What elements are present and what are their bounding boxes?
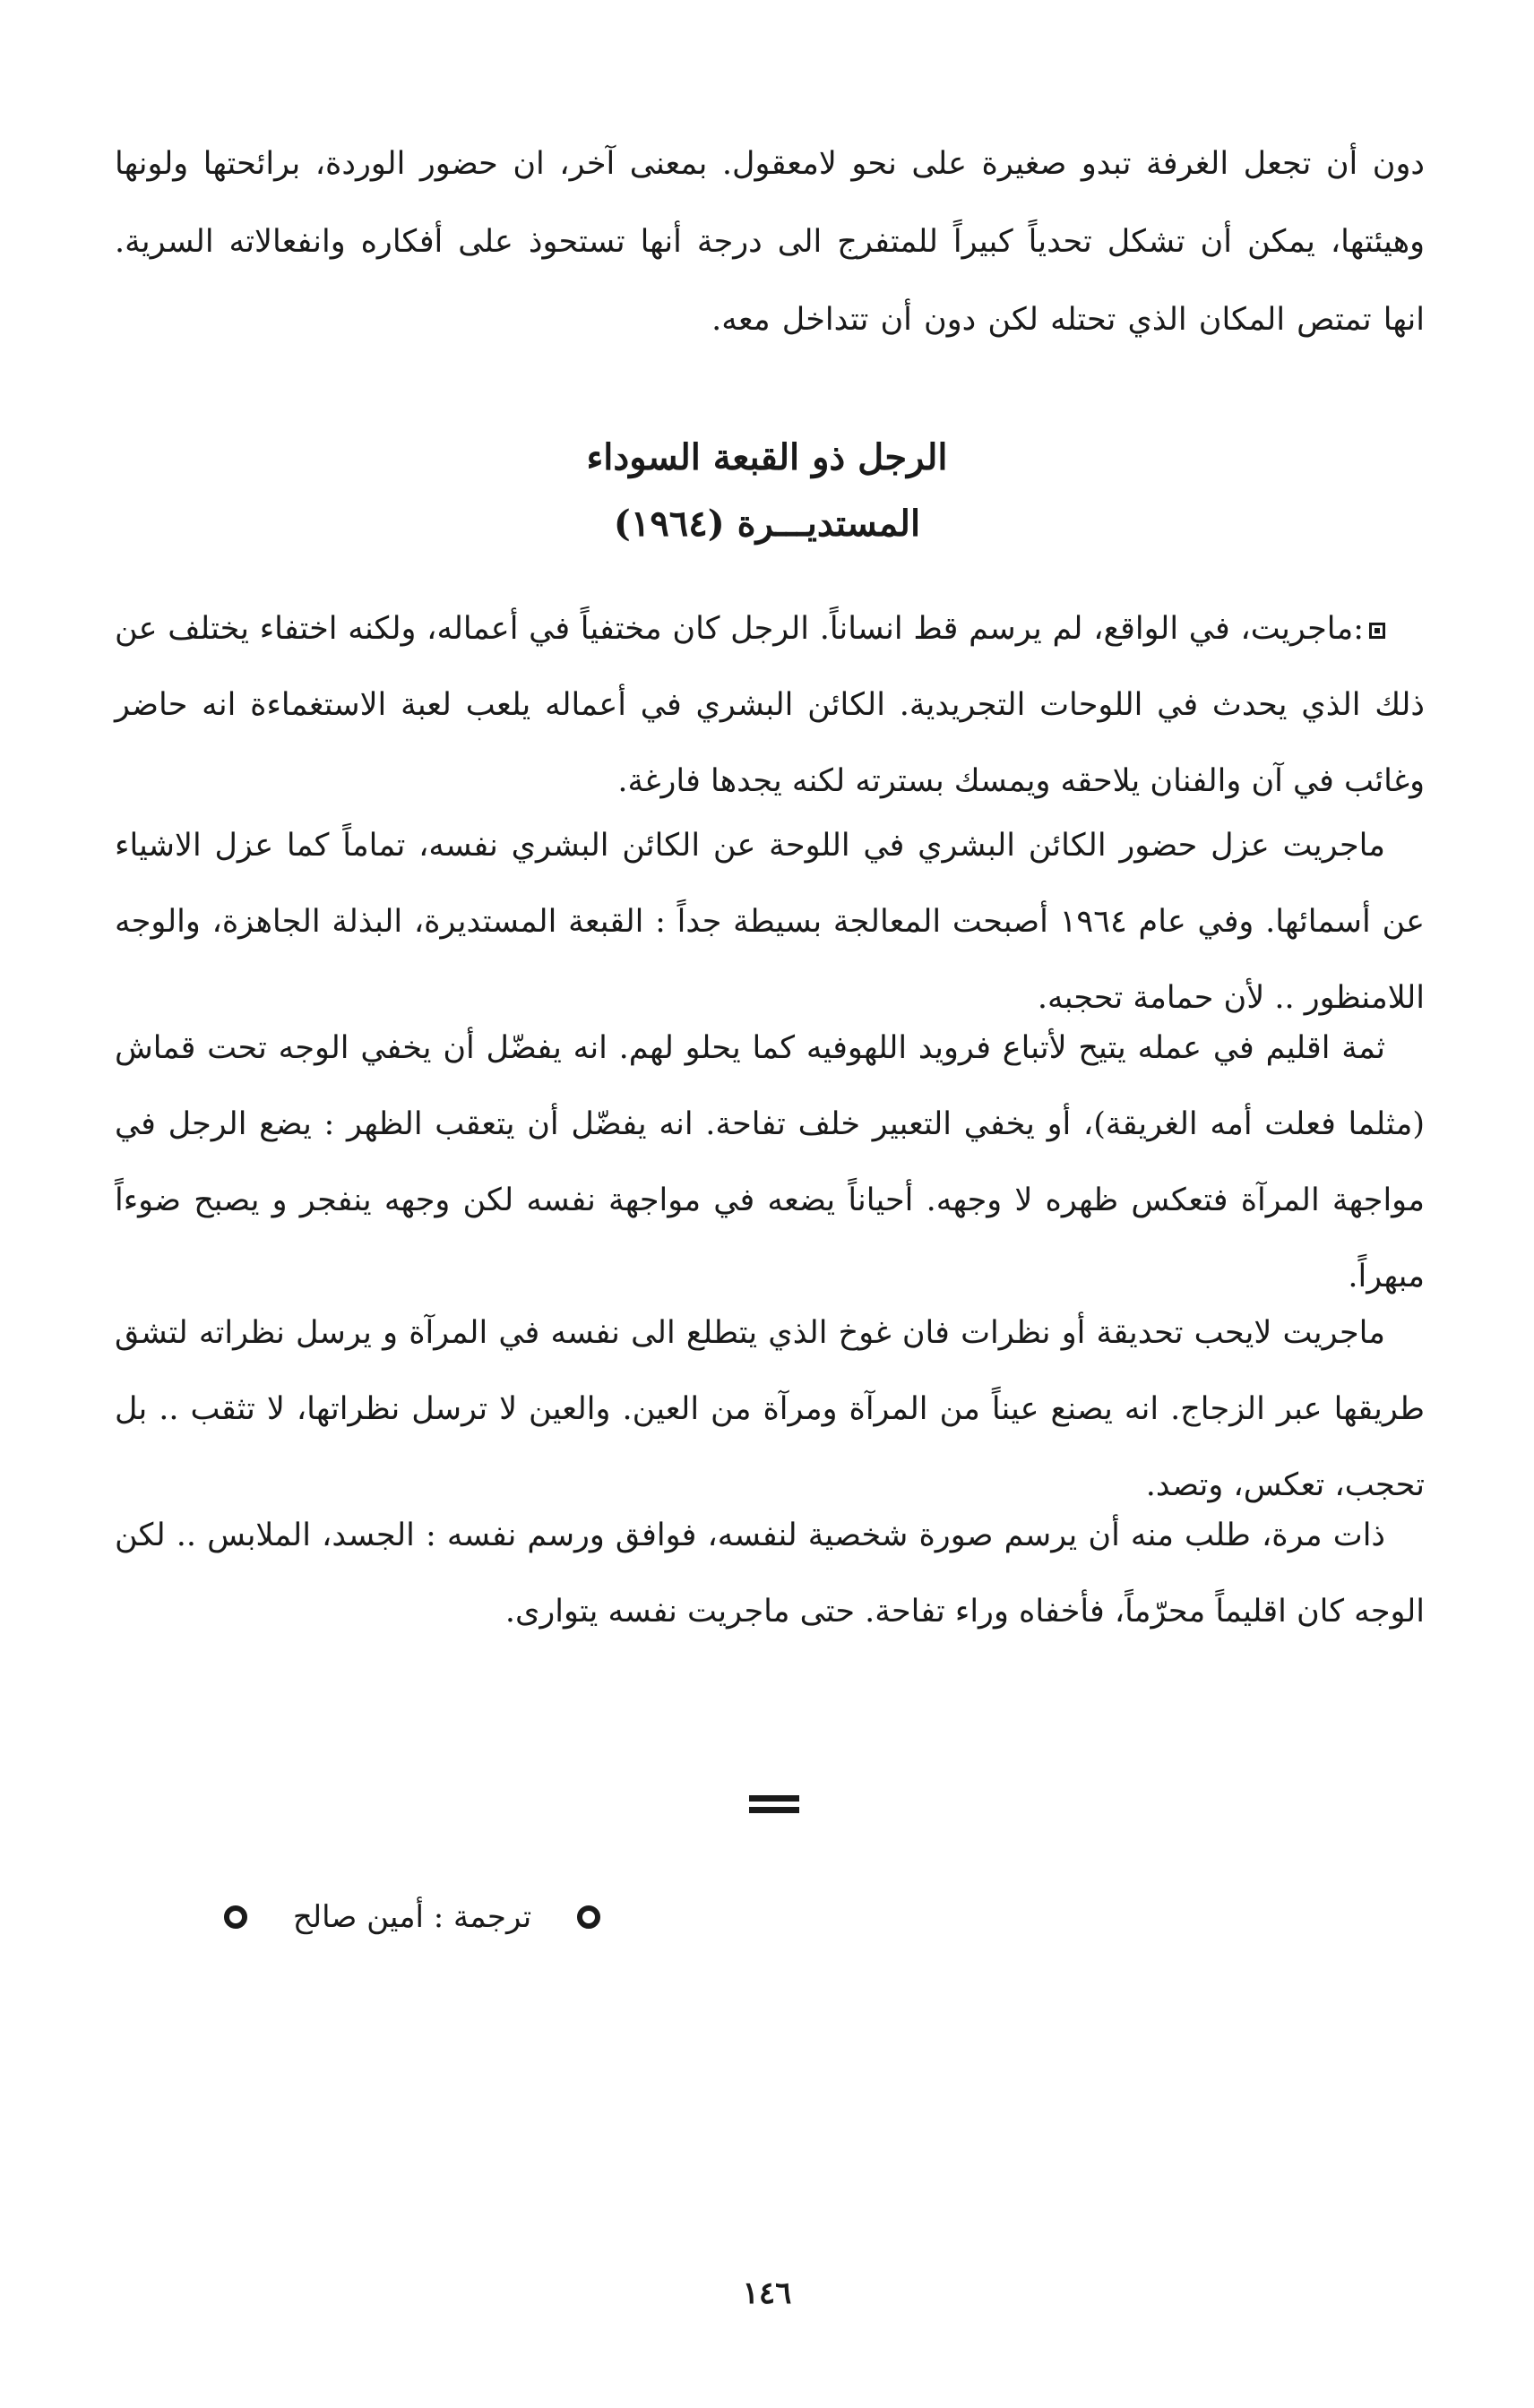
section-title: الرجل ذو القبعة السوداء xyxy=(586,436,948,478)
paragraph-4: ماجريت لايحب تحديقة أو نظرات فان غوخ الذي يتطلع الى نفسه في المرآة و يرسل نظراته لتشق طريقها عبر الزجاج. انه يصنع عيناً من المرآة ومرآة من العين. والعين لا ترسل نظراتها، لا تثقب .. بل تحجب، تعكس، وتصد. xyxy=(115,1315,1425,1503)
ring-bullet-icon xyxy=(224,1905,247,1929)
section-divider xyxy=(749,1795,799,1813)
paragraph-3: ثمة اقليم في عمله يتيح لأتباع فرويد اللهوفيه كما يحلو لهم. انه يفضّل أن يخفي الوجه تحت قماش (مثلما فعلت أمه الغريقة)، أو يخفي التعبير خلف تفاحة. انه يفضّل أن يتعقب الظهر : يضع الرجل في مواجهة المرآة فتعكس ظهره لا وجهه. أحياناً يضعه في مواجهة نفسه لكن وجهه ينفجر و يصبح ضوءاً مبهراً. xyxy=(115,1030,1425,1294)
section-subtitle: المستديـــرة (١٩٦٤) xyxy=(613,503,921,545)
square-bullet-icon xyxy=(1369,623,1385,639)
paragraph-1 xyxy=(115,591,1425,820)
ring-bullet-icon xyxy=(577,1905,600,1929)
paragraph-5: ذات مرة، طلب منه أن يرسم صورة شخصية لنفسه، فوافق ورسم نفسه : الجسد، الملابس .. لكن الوجه كان اقليماً محرّماً، فأخفاه وراء تفاحة. حتى ماجريت نفسه يتوارى. xyxy=(115,1518,1425,1630)
paragraph-1-text: :ماجريت، في الواقع، لم يرسم قط انساناً. الرجل كان مختفياً في أعماله، ولكنه اختفاء يختلف عن ذلك الذي يحدث في اللوحات التجريدية. الكائن البشري في أعماله يلعب لعبة الاستغماءة انه حاضر وغائب في آن والفنان يلاحقه ويمسك بسترته لكنه يجدها فارغة. xyxy=(115,611,1425,799)
lead-paragraph: دون أن تجعل الغرفة تبدو صغيرة على نحو لامعقول. بمعنى آخر، ان حضور الوردة، برائحتها ولونها وهيئتها، يمكن أن تشكل تحدياً كبيراً للمتفرج الى درجة أنها تستحوذ على أفكاره وانفعالاته السرية. انها تمتص المكان الذي تحتله لكن دون أن تتداخل معه. xyxy=(115,146,1425,338)
page-number: ١٤٦ xyxy=(742,2275,792,2311)
paragraph-2: ماجريت عزل حضور الكائن البشري في اللوحة عن الكائن البشري نفسه، تماماً كما عزل الاشياء عن أسمائها. وفي عام ١٩٦٤ أصبحت المعالجة بسيطة جداً : القبعة المستديرة، البذلة الجاهزة، والوجه اللامنظور .. لأن حمامة تحجبه. xyxy=(115,828,1425,1016)
translator-credit xyxy=(224,1890,600,1944)
translator-credit-text: ترجمة : أمين صالح xyxy=(292,1899,532,1935)
